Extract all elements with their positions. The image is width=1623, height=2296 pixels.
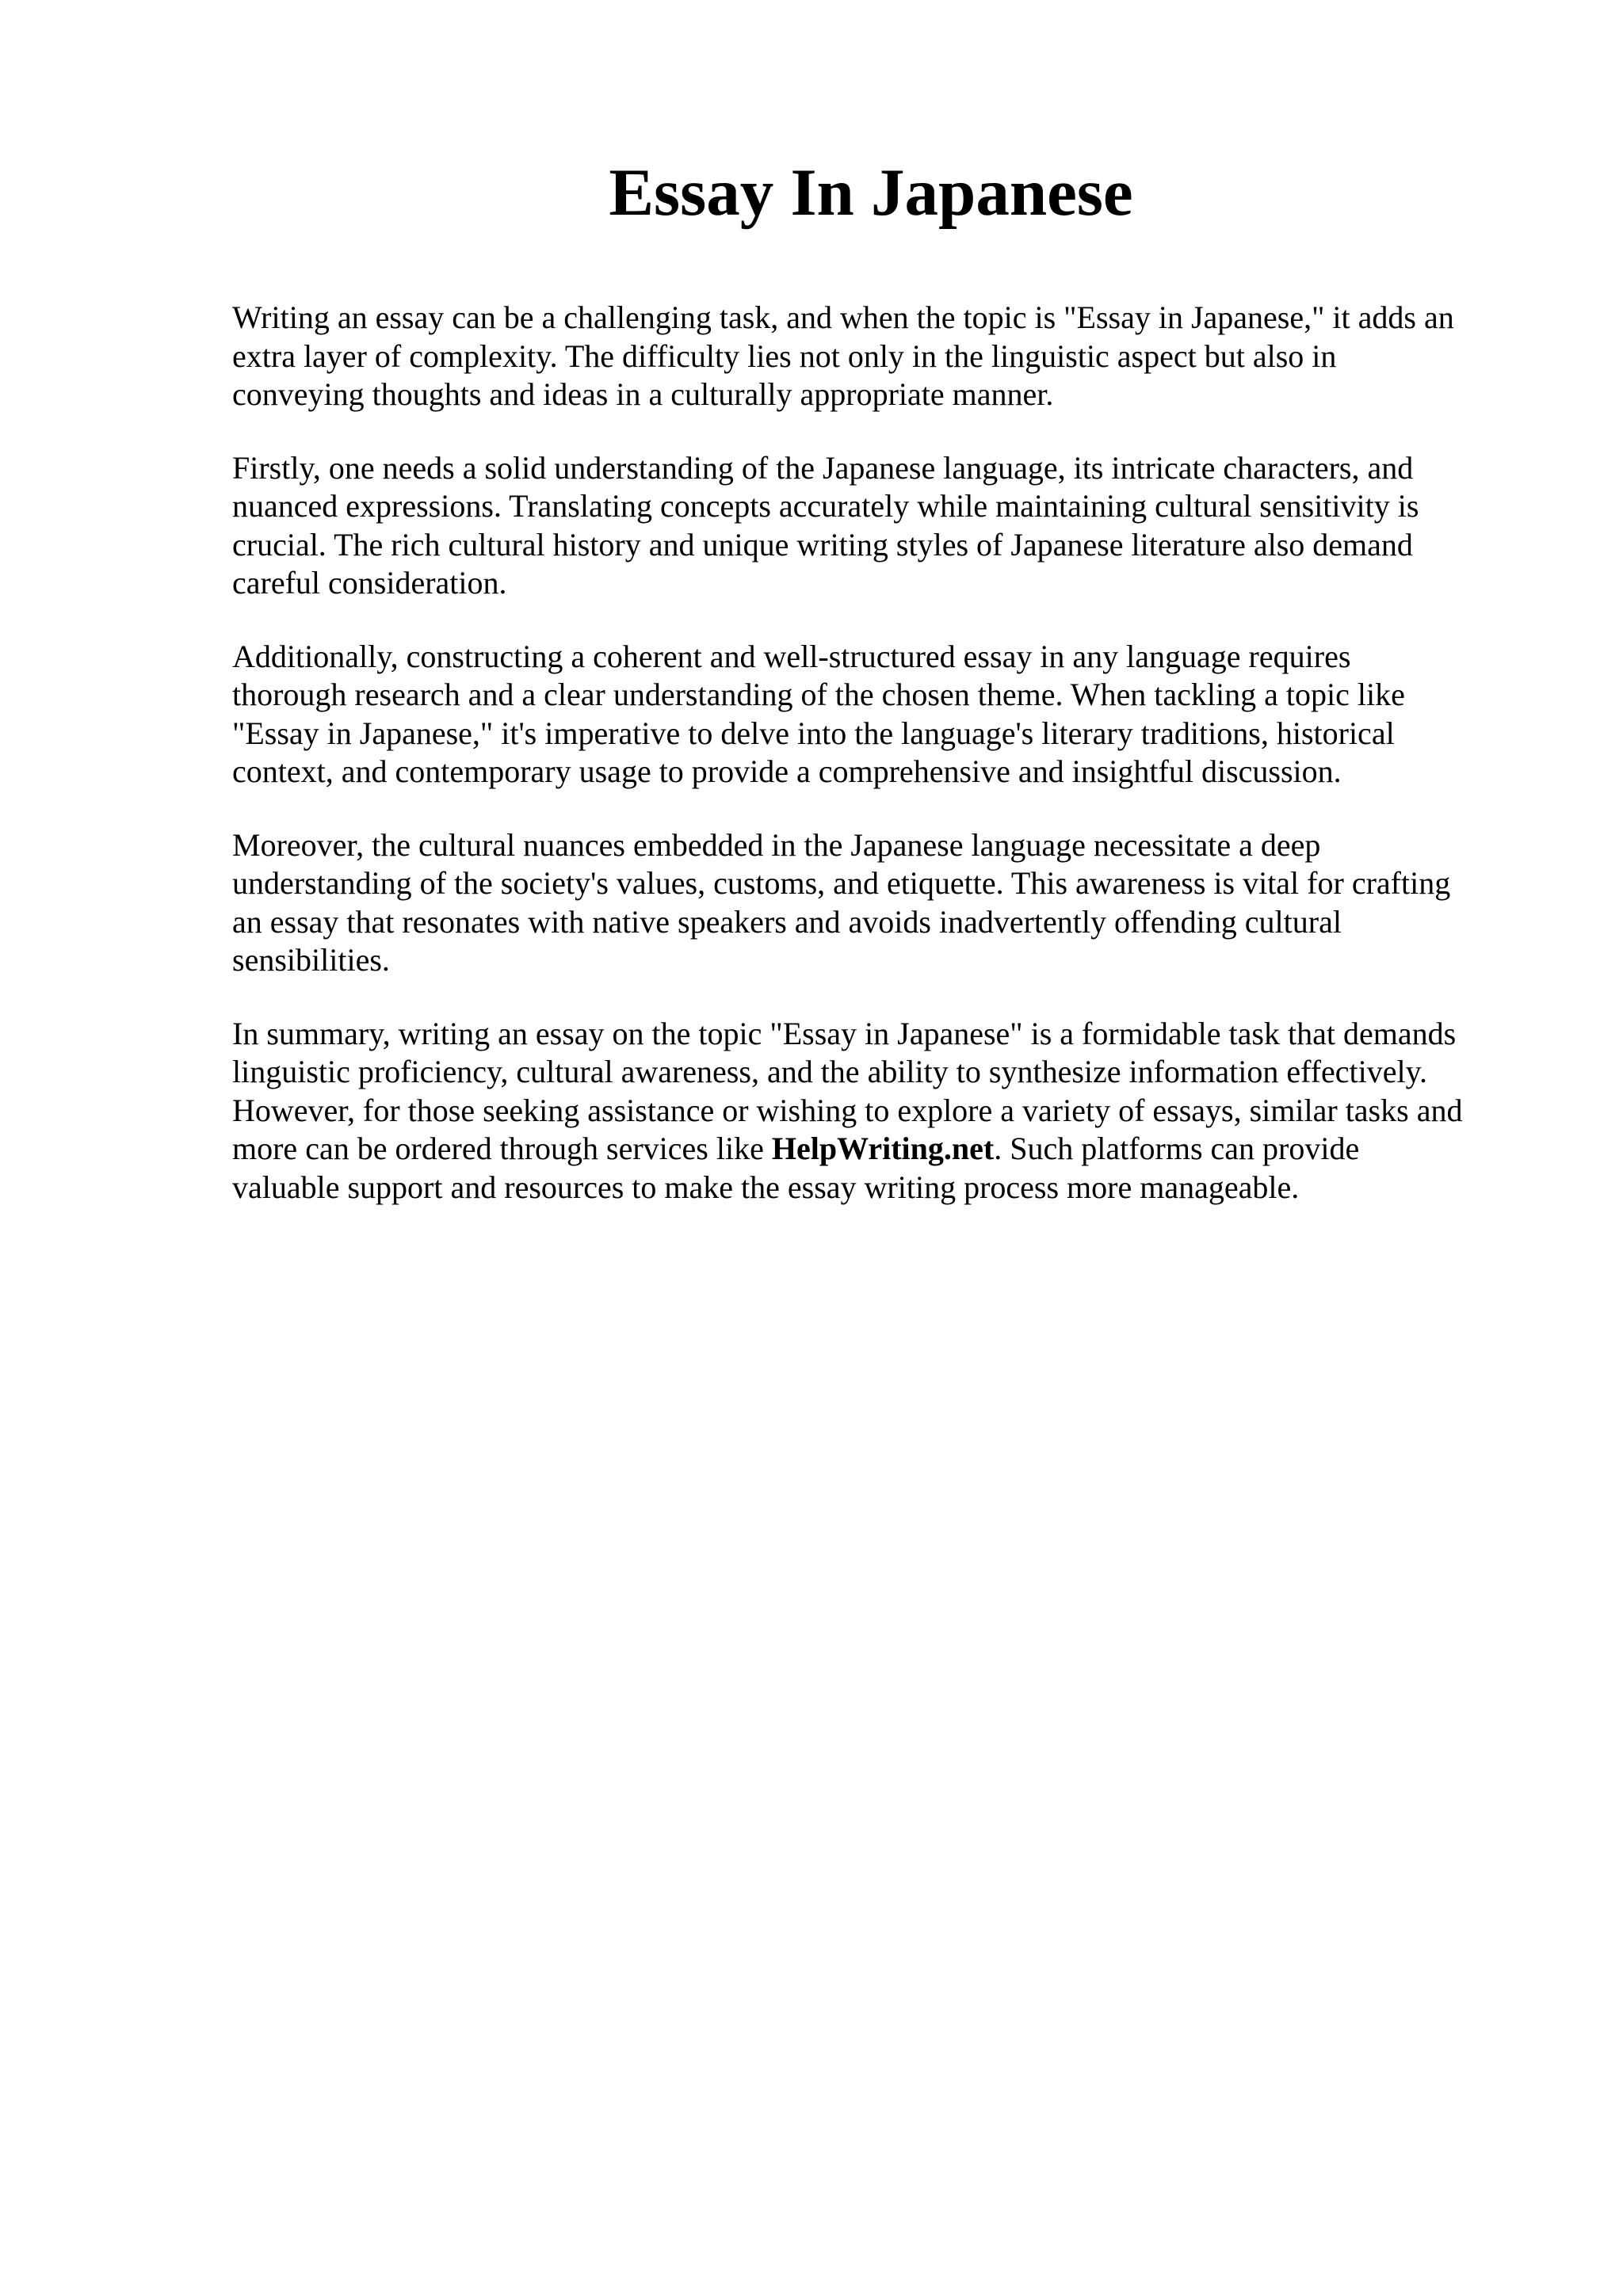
text-line: "Essay in Japanese," it's imperative to delve into the language's literary traditions, historical (232, 715, 1395, 751)
text-line: understanding of the society's values, customs, and etiquette. This awareness is vital for crafting (232, 865, 1451, 901)
paragraph-2 (232, 449, 1532, 603)
text-line: extra layer of complexity. The difficulty lies not only in the linguistic aspect but also in (232, 338, 1337, 374)
text-line-with-brand (232, 1130, 1532, 1169)
text-line: In summary, writing an essay on the topic "Essay in Japanese" is a formidable task that demands (232, 1015, 1457, 1051)
paragraph-4 (232, 826, 1532, 980)
brand-link[interactable]: HelpWriting.net (771, 1131, 995, 1166)
text-line: careful consideration. (232, 565, 507, 601)
text-line: thorough research and a clear understanding of the chosen theme. When tackling a topic like (232, 677, 1405, 712)
text-line: Firstly, one needs a solid understanding of the Japanese language, its intricate characters, and (232, 449, 1414, 486)
text-line: nuanced expressions. Translating concepts accurately while maintaining cultural sensitivity is (232, 488, 1419, 524)
text-line: However, for those seeking assistance or wishing to explore a variety of essays, similar tasks and (232, 1092, 1463, 1128)
text-line: valuable support and resources to make the essay writing process more manageable. (232, 1169, 1300, 1205)
text-line: linguistic proficiency, cultural awareness, and the ability to synthesize information effectively. (232, 1054, 1428, 1089)
text-line: an essay that resonates with native speakers and avoids inadvertently offending cultural (232, 903, 1342, 940)
paragraph-5 (232, 1015, 1532, 1207)
text-segment: more can be ordered through services like (232, 1131, 772, 1166)
text-line: conveying thoughts and ideas in a culturally appropriate manner. (232, 376, 1054, 412)
text-segment: . Such platforms can provide (994, 1131, 1360, 1166)
text-line: sensibilities. (232, 942, 390, 978)
page-title: Essay In Japanese (609, 155, 1133, 230)
paragraph-3 (232, 638, 1532, 791)
text-line: Moreover, the cultural nuances embedded in the Japanese language necessitate a deep (232, 826, 1321, 863)
essay-body (232, 299, 1532, 1241)
paragraph-1 (232, 299, 1532, 414)
text-line: crucial. The rich cultural history and unique writing styles of Japanese literature also demand (232, 526, 1413, 563)
text-line: Writing an essay can be a challenging task, and when the topic is "Essay in Japanese," it adds an (232, 299, 1454, 335)
text-line: context, and contemporary usage to provide a comprehensive and insightful discussion. (232, 753, 1342, 789)
text-line: Additionally, constructing a coherent and well-structured essay in any language requires (232, 638, 1351, 674)
